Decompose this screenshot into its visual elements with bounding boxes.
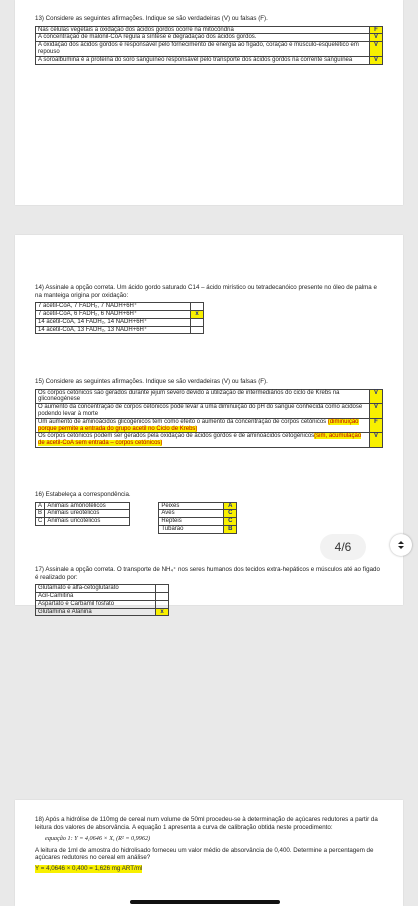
question-14-table	[35, 302, 204, 334]
question-16	[35, 491, 383, 534]
table-row: A oxidação dos ácidos gordos é responsável pelo fornecimento de energia ao fígado, coração e músculo-esquelético em repouso V	[36, 42, 383, 57]
table-row: Repteis C	[159, 518, 237, 526]
table-row: Glutamina e Alanina x	[36, 608, 169, 616]
table-row: Aves C	[159, 510, 237, 518]
question-16-title: 16) Estabeleça a correspondência.	[35, 491, 131, 498]
question-16-left-table	[35, 502, 130, 526]
question-18	[35, 816, 383, 873]
table-row: Nas células vegetais a oxidação dos ácidos gordos ocorre na mitocôndria F	[36, 26, 383, 34]
equation: equação 1: Y = 4,0646 × X, (R² = 0,9962)	[45, 835, 151, 843]
page-counter: 4/6	[320, 534, 366, 560]
question-15-table	[35, 389, 383, 448]
question-17	[35, 566, 383, 616]
question-13-table	[35, 26, 383, 65]
question-17-title: 17) Assinale a opção correta. O transporte de NH₄⁺ nos seres humanos dos tecidos extra-hepáticos e músculos até ao fígado é realizado por:	[35, 566, 380, 581]
scroll-handle[interactable]	[390, 534, 412, 556]
table-row: 14 acetil-CoA, 13 FADH₂, 13 NADH+6H⁺	[36, 326, 204, 334]
table-row: Peixes A	[159, 502, 237, 510]
table-row: A soroalbumina é a proteína do soro sanguíneo responsável pelo transporte dos ácidos gordos na corrente sanguínea V	[36, 56, 383, 64]
table-row: C Animais uricotélicos	[36, 518, 130, 526]
question-18-text: A leitura de 1ml de amostra do hidrolisado forneceu um valor médio de absorvância de 0,400. Determine a percentagem de açúcares redutores no cereal em análise?	[35, 846, 374, 862]
home-indicator[interactable]	[130, 900, 280, 904]
table-row: Tubarão B	[159, 525, 237, 533]
question-16-right-table	[158, 502, 237, 534]
table-row: 7 acetil-CoA, 6 FADH₂, 6 NADH+6H⁺ x	[36, 310, 204, 318]
chevron-up-icon	[398, 541, 404, 544]
table-row: Aspartato e Carbamil fosfato	[36, 600, 169, 608]
question-13-title: 13) Considere as seguintes afirmações. Indique se são verdadeiras (V) ou falsas (F).	[35, 15, 268, 22]
chevron-down-icon	[398, 546, 404, 549]
table-row: Os corpos cetónicos são gerados durante jejum severo devido à utilização de intermediários do ciclo de Krebs na gliconeogénese V	[36, 389, 383, 404]
table-row: Glutamato e alfa-cetoglutarato	[36, 585, 169, 593]
table-row: 7 acetil-CoA, 7 FADH₂, 7 NADH+6H⁺	[36, 303, 204, 311]
question-14-title: 14) Assinale a opção correta. Um ácido gordo saturado C14 – ácido mirístico ou tetradecanóico presente no óleo de palma e na manteiga origina por oxidação:	[35, 284, 377, 299]
answer-note: (sim, acumulação de acetil-CoA sem entrada – corpos cetónicos)	[38, 433, 362, 447]
question-15-title: 15) Considere as seguintes afirmações. Indique se são verdadeiras (V) ou falsas (F).	[35, 378, 268, 385]
table-row: B Animais ureotélicos	[36, 510, 130, 518]
question-14	[35, 284, 383, 334]
table-row: Um aumento de aminoácidos glicogénicos tem como efeito o aumento da concentração de corpos cetónicos (diminuição porque permite a entrada do grupo acetil no Ciclo de Krebs) F	[36, 418, 383, 433]
table-row: O aumento da concentração de corpos cetónicos pode levar a uma diminuição do pH do sangue conhecida como acidose podendo levar à morte V	[36, 404, 383, 419]
answer-note: (diminuição porque permite a entrada do grupo acetil no Ciclo de Krebs)	[38, 418, 359, 432]
question-15	[35, 378, 383, 448]
table-row: Acil-Camitina	[36, 592, 169, 600]
question-13	[35, 15, 383, 65]
table-row: A concentração de malonil-CoA regula a síntese e degradação dos ácidos gordos. V	[36, 34, 383, 42]
question-18-title: 18) Após a hidrólise de 110mg de cereal num volume de 50ml procedeu-se à determinação de açúcares redutores a partir da leitura dos valores de absorvância. A equação 1 apresenta a curva de calibração obtida neste procedimento:	[35, 816, 378, 831]
table-row: 14 acetil-CoA, 14 FADH₂, 14 NADH+6H⁺	[36, 318, 204, 326]
table-row: Os corpos cetónicos podem ser gerados pela oxidação de ácidos gordos e de aminoácidos cetogénicos(sim, acumulação de acetil-CoA sem entrada – corpos cetónicos) V	[36, 433, 383, 448]
question-17-table	[35, 584, 169, 616]
answer-line: Y = 4,0646 × 0,400 = 1,626 mg ART/ml	[35, 864, 143, 872]
table-row: A Animais amónotélicos	[36, 502, 130, 510]
